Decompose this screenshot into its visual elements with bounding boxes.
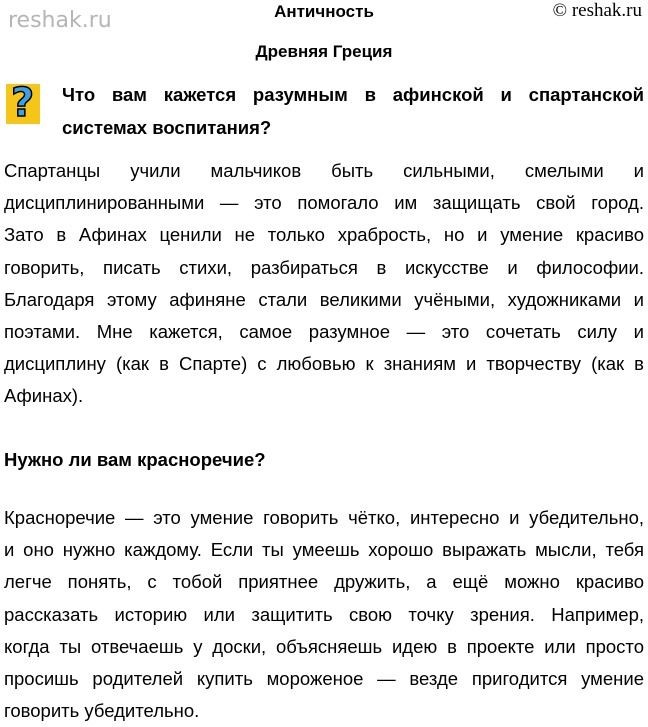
question-line: Что вам кажется разумным в афинской и спартанской xyxy=(62,84,644,105)
text-line: Благодаря этому афиняне стали великими учёными, художниками и xyxy=(4,288,644,310)
text-line: легче понять, с тобой приятнее дружить, а ещё можно красиво xyxy=(4,571,644,593)
text-line: дисциплину (как в Спарте) с любовью к знаниям и творчеству (как в xyxy=(4,353,644,375)
text-line: когда ты отвечаешь у доски, объясняешь идею в проекте или просто xyxy=(4,635,644,657)
chapter-title: Античность xyxy=(274,2,374,21)
answer-paragraph-2 xyxy=(4,502,644,727)
text-line: рассказать историю или защитить свою точку зрения. Например, xyxy=(4,603,644,625)
text-line: и оно нужно каждому. Если ты умеешь хорошо выражать мысли, тебя xyxy=(4,539,644,561)
question-line: системах воспитания? xyxy=(62,117,272,138)
question-heading-2: Нужно ли вам красноречие? xyxy=(4,449,266,470)
text-line: Спартанцы учили мальчиков быть сильными, смелыми и xyxy=(4,160,644,181)
site-label: © reshak.ru xyxy=(552,0,642,21)
question xyxy=(62,78,644,144)
text-line: говорить, писать стихи, разбираться в искусстве и философии. xyxy=(4,256,644,278)
text-line: поэтами. Мне кажется, самое разумное — это сочетать силу и xyxy=(4,320,644,342)
text-line: Афинах). xyxy=(4,385,84,407)
text-line: дисциплинированными — это помогало им защищать свой город. xyxy=(4,192,644,214)
section-title: Древняя Греция xyxy=(255,42,393,61)
text-line: просишь родителей купить мороженое — везде пригодится умение xyxy=(4,667,644,689)
text-line: говорить убедительно. xyxy=(4,700,200,722)
answer-paragraph-1 xyxy=(4,155,644,413)
question-icon: ? xyxy=(6,84,40,124)
text-line: Красноречие — это умение говорить чётко, интересно и убедительно, xyxy=(4,507,644,528)
text-line: Зато в Афинах ценили не только храбрость, но и умение красиво xyxy=(4,224,644,246)
watermark: reshak.ru xyxy=(8,8,112,33)
